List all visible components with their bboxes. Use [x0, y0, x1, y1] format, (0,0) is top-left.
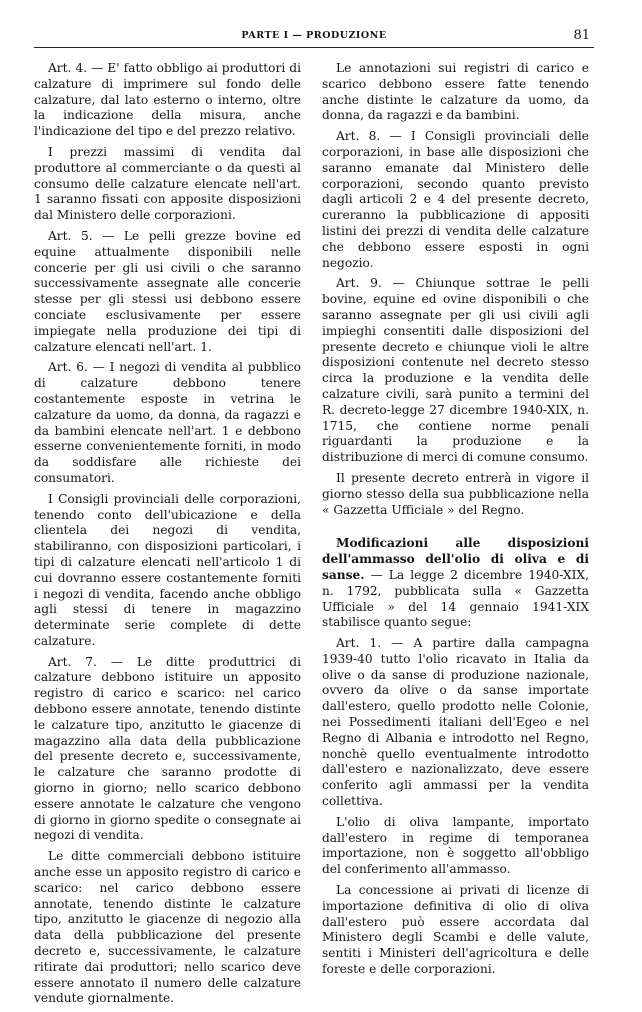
paragraph-art-8: Art. 8. — I Consigli provinciali delle corporazioni, in base alle disposizioni che saranno emanate dal Ministero delle corporazioni, secondo quanto previsto dagli articoli 2 e 4 del presente decreto, cureranno la pubblicazione di appositi listini dei prezzi di vendita delle calzature che debbono essere esposti in ogni negozio.: [322, 129, 589, 270]
section-heading: Modificazioni alle disposizioni dell'ammasso dell'olio di oliva e di sanse.: [322, 536, 589, 582]
paragraph-olio-lampante: L'olio di oliva lampante, importato dall'estero in regime di temporanea importazione, non è soggetto all'obbligo del conferimento all'ammasso.: [322, 814, 589, 877]
page-header: [34, 30, 594, 52]
paragraph-prezzi-massimi: I prezzi massimi di vendita dal produttore al commerciante o da questi al consumo delle calzature elencate nell'art. 1 saranno fissati con apposite disposizioni dal Ministero delle corporazioni.: [34, 144, 301, 223]
left-column: [34, 61, 301, 1012]
paragraph-olio-art-1: Art. 1. — A partire dalla campagna 1939-40 tutto l'olio ricavato in Italia da olive o da sanse di produzione nazionale, ovvero da olive o da sanse importate dall'estero, quello prodotto nelle Colonie, nei Possedimenti italiani dell'Egeo e nel Regno di Albania e introdotto nel Regno, nonchè quello eventualmente introdotto dall'estero e nazionalizzato, deve essere conferito agli ammassi per la vendita collettiva.: [322, 636, 589, 809]
paragraph-art-7: Art. 7. — Le ditte produttrici di calzature debbono istituire un apposito registro di carico e scarico: nel carico debbono essere annotate, tenendo distinte le calzature tipo, anzitutto le giacenze di magazzino alla data della pubblicazione del presente decreto e, successivamente, le calzature che saranno prodotte di giorno in giorno; nello scarico debbono essere annotate le calzature che vengono di giorno in giorno spedite o consegnate ai negozi di vendita.: [34, 654, 301, 843]
running-title: PARTE I — PRODUZIONE: [241, 30, 387, 41]
paragraph-art-5: Art. 5. — Le pelli grezze bovine ed equine attualmente disponibili nelle concerie per gli usi civili o che saranno successivamente assegnate alle concerie stesse per gli stessi usi debbono essere conciate esclusivamente per essere impiegate nella produzione dei tipi di calzature elencati nell'art. 1.: [34, 228, 301, 354]
paragraph-consigli-provinciali: I Consigli provinciali delle corporazioni, tenendo conto dell'ubicazione e della clientela dei negozi di vendita, stabiliranno, con disposizioni particolari, i tipi di calzature elencati nell'articolo 1 di cui dovranno essere costantemente forniti i negozi di vendita, facendo anche obbligo agli stessi di tenere in magazzino determinate serie complete di dette calzature.: [34, 491, 301, 648]
header-rule: [34, 47, 594, 48]
paragraph-concessione-licenze: La concessione ai privati di licenze di importazione definitiva di olio di oliva dall'estero può essere accordata dal Ministero degli Scambi e delle valute, sentiti i Ministeri dell'agricoltura e delle foreste e delle corporazioni.: [322, 883, 589, 977]
paragraph-entrata-in-vigore: Il presente decreto entrerà in vigore il giorno stesso della sua pubblicazione nella « Gazzetta Ufficiale » del Regno.: [322, 470, 589, 517]
section-intro-text: — La legge 2 dicembre 1940-XIX, n. 1792, pubblicata sulla « Gazzetta Ufficiale » del 14 gennaio 1941-XIX stabilisce quanto segue:: [322, 567, 589, 630]
paragraph-annotazioni: Le annotazioni sui registri di carico e scarico debbono essere fatte tenendo anche distinte le calzature da uomo, da donna, da ragazzi e da bambini.: [322, 61, 589, 123]
paragraph-art-6: Art. 6. — I negozi di vendita al pubblico di calzature debbono tenere costantemente esposte in vetrina le calzature da uomo, da donna, da ragazzi e da bambini elencate nell'art. 1 e debbono esserne convenientemente forniti, in modo da soddisfare alle richieste dei consumatori.: [34, 360, 301, 485]
section-olio-intro: [322, 536, 589, 631]
page-number: 81: [573, 28, 590, 43]
paragraph-art-4: Art. 4. — E' fatto obbligo ai produttori di calzature di imprimere sul fondo delle calzature, dal lato esterno o interno, oltre la indicazione della misura, anche l'indicazione del tipo e del prezzo relativo.: [34, 61, 301, 139]
right-column: [322, 61, 589, 983]
paragraph-art-9: Art. 9. — Chiunque sottrae le pelli bovine, equine ed ovine disponibili o che saranno assegnate per gli usi civili agli impieghi consentiti dalle disposizioni del presente decreto e chiunque violi le altre disposizioni contenute nel decreto stesso circa la produzione e la vendita delle calzature civili, sarà punito a termini del R. decreto-legge 27 dicembre 1940-XIX, n. 1715, che contiene norme penali riguardanti la produzione e la distribuzione di merci di comune consumo.: [322, 276, 589, 465]
paragraph-ditte-commerciali: Le ditte commerciali debbono istituire anche esse un apposito registro di carico e scarico: nel carico debbono essere annotate, tenendo distinte le calzature tipo, anzitutto le giacenze di negozio alla data della pubblicazione del presente decreto e, successivamente, le calzature ritirate dai produttori; nello scarico deve essere annotato il numero delle calzature vendute giornalmente.: [34, 849, 301, 1006]
